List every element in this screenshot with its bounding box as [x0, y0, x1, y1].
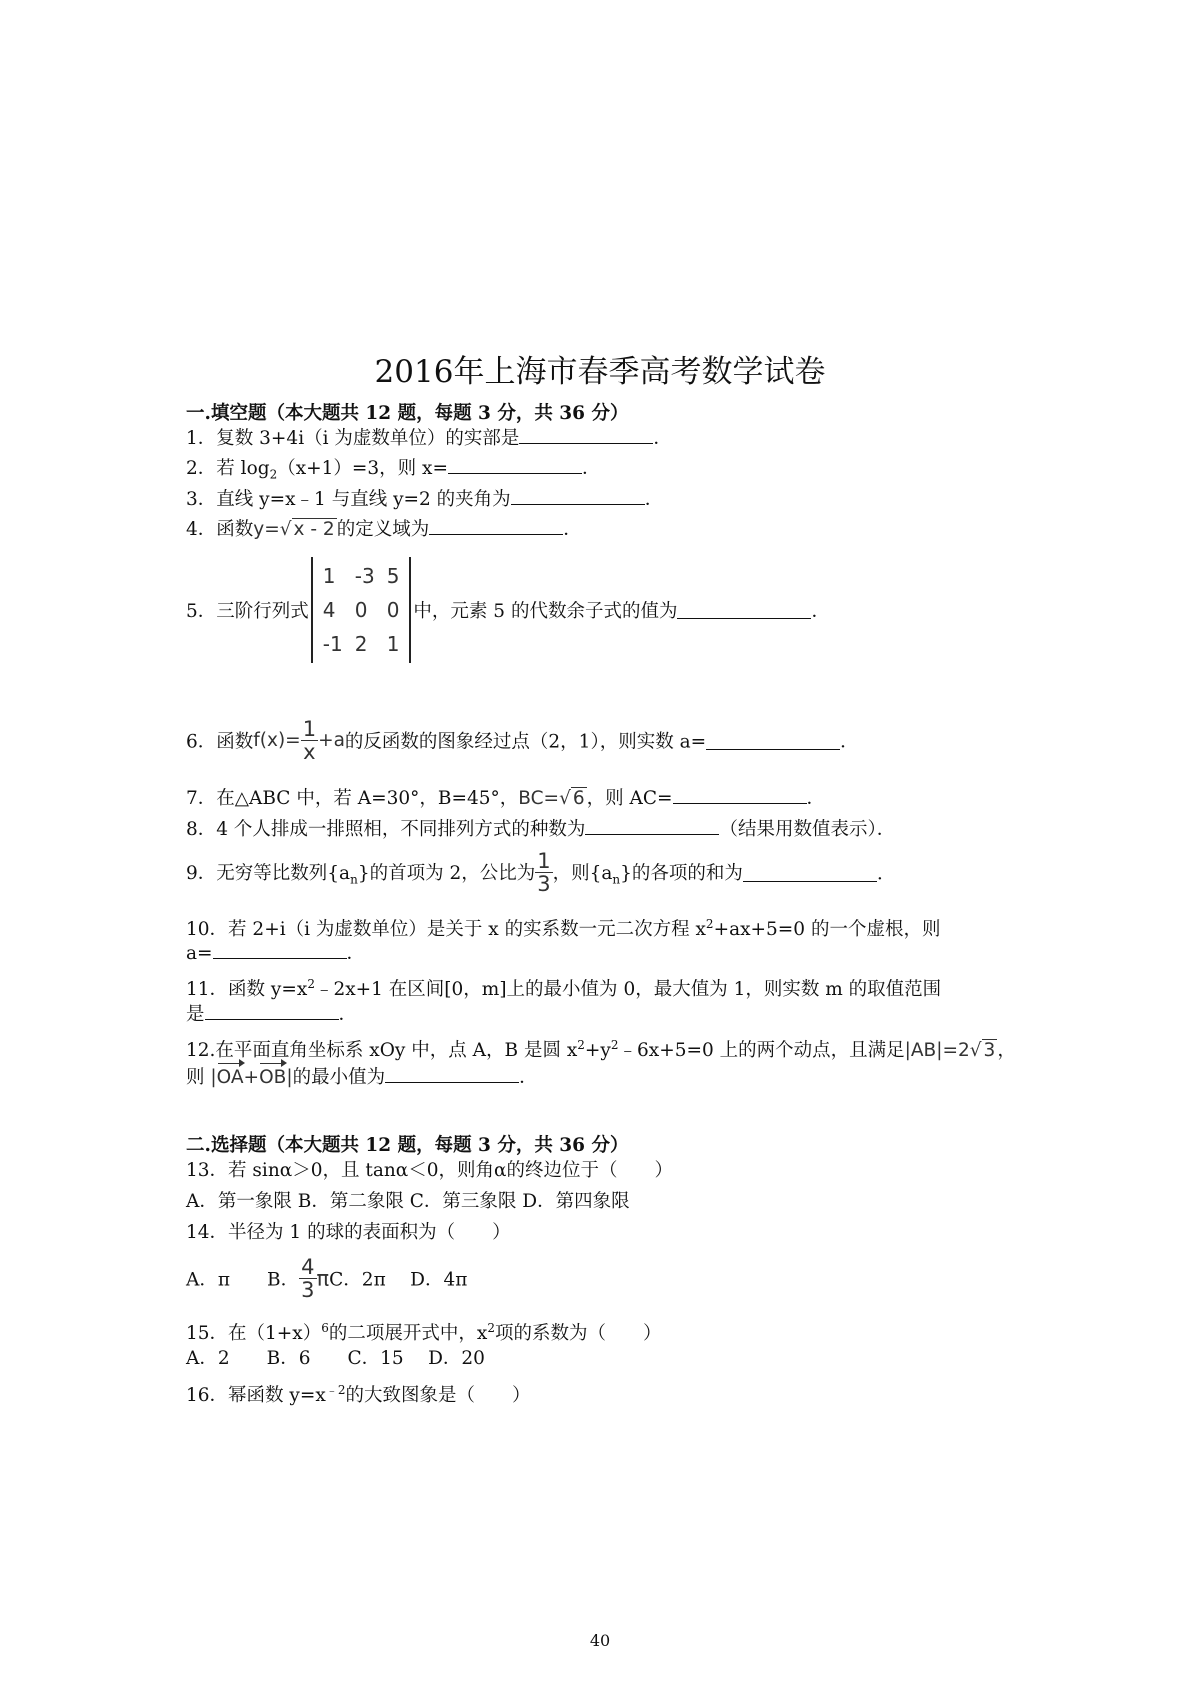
answer-blank: [429, 517, 563, 535]
question-8: 8．4 个人排成一排照相，不同排列方式的种数为 （结果用数值表示）．: [186, 819, 896, 840]
answer-blank: [448, 456, 582, 474]
page-title: 2016年上海市春季高考数学试卷: [374, 354, 826, 390]
fraction: $\frac{1}{x}$: [302, 717, 317, 764]
section-1-header: 一.填空题（本大题共 12 题，每题 3 分，共 36 分）: [186, 403, 629, 424]
fraction: $\frac{1}{3}$: [537, 849, 551, 896]
question-4: 4．函数y=√ x - 2 的定义域为 ．: [186, 519, 582, 540]
determinant-matrix: 1 -3 5 4 0 0 -1 2 1: [311, 557, 412, 663]
answer-blank: [385, 1065, 519, 1083]
section-2-header: 二.选择题（本大题共 12 题，每题 3 分，共 36 分）: [186, 1135, 629, 1156]
question-14-options: A．π B． $\frac{4}{3}$ πC．2π D．4π: [186, 1255, 468, 1302]
answer-blank: [585, 817, 719, 835]
answer-blank: [519, 426, 653, 444]
page-number: 40: [589, 1631, 611, 1650]
question-1: 1．复数 3+4i（i 为虚数单位）的实部是 ．: [186, 428, 672, 449]
answer-blank: [677, 601, 811, 619]
question-5: 5．三阶行列式 1 -3 5 4 0 0 -1 2 1 中，元素 5 的代数余子式的值为 ．: [186, 557, 830, 663]
answer-blank: [673, 786, 807, 804]
question-2: 2．若 $\log_2(x+1)=3$，则 x= ．: [186, 458, 601, 482]
answer-blank: [205, 1002, 339, 1020]
question-13: 13．若 sinα＞0，且 tanα＜0，则角α的终边位于（ ）: [186, 1160, 674, 1181]
question-15-options: A．2 B．6 C．15 D．20: [186, 1348, 485, 1369]
question-6: 6．函数f(x)= $\frac{1}{x}$ +a的反函数的图象经过点（2，1），则实数 a= ．: [186, 717, 859, 764]
question-7: 7．在△ABC 中，若 A=30°，B=45°，BC=√ 6 ，则 AC= ．: [186, 788, 826, 809]
domain-formula: y=√ x - 2: [253, 519, 335, 540]
answer-blank: [213, 941, 347, 959]
answer-blank: [743, 864, 877, 882]
question-9: 9．无穷等比数列$\{a_n\}$的首项为 2，公比为 $\frac{1}{3}$ ，则$\{a_n\}$的各项的和为 ．: [186, 849, 896, 896]
answer-blank: [706, 732, 840, 750]
question-11: 11．函数 $y=x^2﹣2x+1$ 在区间[0，m]上的最小值为 0，最大值为 1，则实数 m 的取值范围: [186, 977, 942, 1001]
question-15: 15．在$(1+x)^6$的二项展开式中，$x^2$项的系数为（ ）: [186, 1321, 662, 1345]
question-10: 10．若 2+i（i 为虚数单位）是关于 x 的实系数一元二次方程 $x^2+ax+5=0$ 的一个虚根，则: [186, 917, 941, 941]
question-10-line-2: a= ．: [186, 943, 366, 964]
question-12-line-2: 则 |OA+OB|的最小值为 ．: [186, 1067, 538, 1088]
question-14: 14．半径为 1 的球的表面积为（ ）: [186, 1222, 511, 1243]
question-12: 12.在平面直角坐标系 xOy 中，点 A，B 是圆 $x^2+y^2﹣6x+5=0$ 上的两个动点，且满足|AB|=2√ 3 ，: [186, 1038, 1016, 1062]
question-13-options: A．第一象限 B．第二象限 C．第三象限 D．第四象限: [186, 1191, 630, 1212]
answer-blank: [511, 487, 645, 505]
question-16: 16．幂函数 $y=x^{﹣2}$的大致图象是（ ）: [186, 1383, 531, 1407]
vector-sum-magnitude: |OA+OB|: [210, 1067, 293, 1088]
question-3: 3．直线 y=x﹣1 与直线 y=2 的夹角为 ．: [186, 489, 664, 510]
question-11-line-2: 是 ．: [186, 1004, 358, 1025]
fraction: $\frac{4}{3}$: [301, 1255, 315, 1302]
